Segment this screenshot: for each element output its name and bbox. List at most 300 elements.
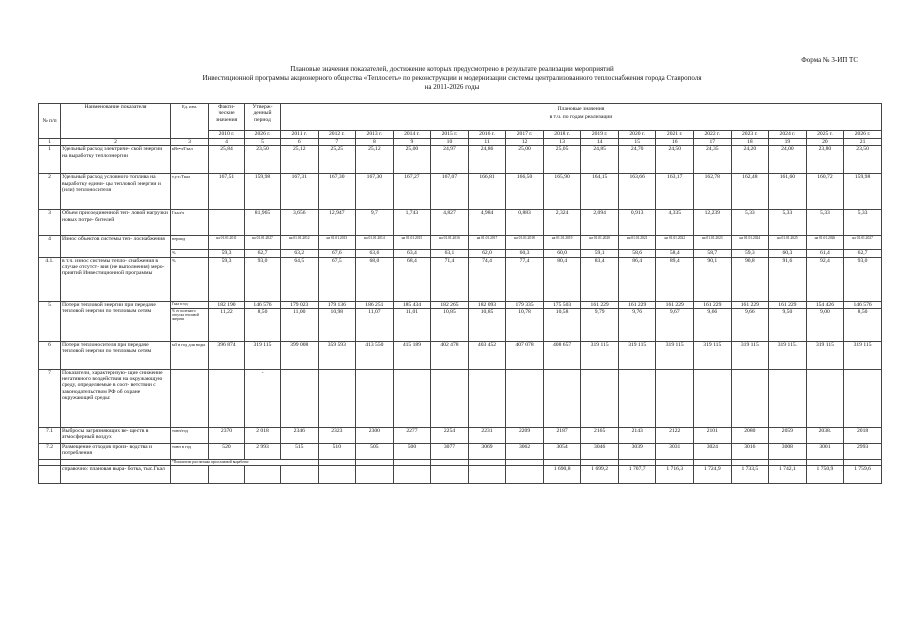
value-cell: 3008 <box>769 443 807 459</box>
column-number: 3 <box>171 139 209 146</box>
value-cell: 319 115 <box>245 341 281 369</box>
value-cell: 179 023 <box>281 301 319 308</box>
value-cell <box>356 465 394 483</box>
value-cell: 67,5 <box>318 257 356 301</box>
value-cell: 23,50 <box>844 146 882 174</box>
value-cell: 161 229 <box>581 301 619 308</box>
value-cell: 500 <box>393 443 431 459</box>
header-year: 2019 г. <box>581 131 619 139</box>
header-year-fact: 2010 г. <box>209 131 245 139</box>
value-cell: 319 115 <box>731 341 769 369</box>
header-year: 2014 г. <box>393 131 431 139</box>
value-cell: 167,31 <box>281 174 319 210</box>
value-cell: 9,79 <box>581 308 619 341</box>
value-cell <box>656 369 694 427</box>
value-cell: 71,4 <box>431 257 469 301</box>
value-cell: 25,05 <box>543 146 581 174</box>
value-cell <box>468 465 506 483</box>
value-cell <box>318 369 356 427</box>
value-cell <box>431 465 469 483</box>
period-cell: на 01.01.2018 <box>506 236 544 250</box>
value-cell: 61,4 <box>806 250 844 257</box>
value-cell: 59,1 <box>581 250 619 257</box>
value-cell: 3069 <box>468 443 506 459</box>
row-unit: % <box>171 257 209 301</box>
header-num: № п/п <box>39 104 61 139</box>
period-cell: на 01.01.2026 <box>806 236 844 250</box>
value-cell: 63,6 <box>356 250 394 257</box>
value-cell: 2254 <box>431 427 469 443</box>
title-line-2: Инвестиционной программы акционерного общества «Теплосеть» по реконструкции и модернизации системы централизованного теплоснабжения города Ставрополя <box>202 74 702 82</box>
header-year: 2025 г. <box>806 131 844 139</box>
value-cell: 396 874 <box>209 341 245 369</box>
footnote: *Показатели рассчитаны при плановой выработке <box>171 459 319 465</box>
period-cell: на 01.01.2022 <box>656 236 694 250</box>
row-number: 4 <box>39 236 61 257</box>
value-cell: 2080 <box>731 427 769 443</box>
value-cell: 68,4 <box>393 257 431 301</box>
header-approved: Утверж- денный период <box>245 104 281 131</box>
header-year: 2016 г. <box>468 131 506 139</box>
value-cell: 162,48 <box>731 174 769 210</box>
header-year: 2026 г. <box>844 131 882 139</box>
value-cell: 2,324 <box>543 210 581 236</box>
value-cell: 163,66 <box>618 174 656 210</box>
title-line-1: Плановые значения показателей, достижение которых предусмотрено в результате реализации мероприятий <box>290 65 614 73</box>
row-number: 2 <box>39 174 61 210</box>
period-cell: на 01.01.2020 <box>581 236 619 250</box>
header-year: 2020 г. <box>618 131 656 139</box>
column-number: 18 <box>731 139 769 146</box>
value-cell: 1 724,9 <box>694 465 732 483</box>
value-cell: 90,8 <box>731 257 769 301</box>
row-unit: % от полезного отпуска тепловой энергии <box>171 308 209 341</box>
row-name: Удельный расход условного топлива на выработку едини- цы тепловой энергии и (или) теплоносителя <box>61 174 171 210</box>
column-number: 1 <box>39 139 61 146</box>
value-cell: 11,01 <box>393 308 431 341</box>
value-cell: 179 335 <box>506 301 544 308</box>
value-cell: 3031 <box>656 443 694 459</box>
value-cell: 12,947 <box>318 210 356 236</box>
value-cell <box>209 210 245 236</box>
value-cell: 1 759,6 <box>844 465 882 483</box>
column-number: 14 <box>581 139 619 146</box>
value-cell: 159,98 <box>245 174 281 210</box>
value-cell: 319 115 <box>694 341 732 369</box>
value-cell: 25,84 <box>209 146 245 174</box>
value-cell: 1 707,7 <box>618 465 656 483</box>
value-cell: 1 742,1 <box>769 465 807 483</box>
row-number: 7 <box>39 369 61 427</box>
column-number: 21 <box>844 139 882 146</box>
form-number: Форма № 3-ИП ТС <box>801 56 858 64</box>
value-cell: 520 <box>209 443 245 459</box>
value-cell: 89,4 <box>656 257 694 301</box>
period-cell: на 01.01.2016 <box>431 236 469 250</box>
value-cell: 60,3 <box>506 250 544 257</box>
value-cell: 2143 <box>618 427 656 443</box>
value-cell: 2 018 <box>245 427 281 443</box>
value-cell: 4,984 <box>468 210 506 236</box>
value-cell: 59,3 <box>731 250 769 257</box>
row-number: 7.2 <box>39 443 61 459</box>
value-cell: - <box>245 369 281 427</box>
value-cell: 167,30 <box>318 174 356 210</box>
table-row <box>39 465 882 483</box>
value-cell: 3077 <box>431 443 469 459</box>
value-cell: 62,0 <box>468 250 506 257</box>
column-number: 4 <box>209 139 245 146</box>
period-cell: на 01.01.2015 <box>393 236 431 250</box>
value-cell: 10,85 <box>431 308 469 341</box>
value-cell <box>769 369 807 427</box>
value-cell: 9,00 <box>806 308 844 341</box>
row-unit: Гкал/ч <box>171 210 209 236</box>
value-cell: 2277 <box>393 427 431 443</box>
value-cell: 9,67 <box>656 308 694 341</box>
value-cell: 0,913 <box>618 210 656 236</box>
value-cell: 161 229 <box>618 301 656 308</box>
table-row <box>39 174 882 210</box>
value-cell: 24,20 <box>731 146 769 174</box>
row-name: Размещение отходов произ- водства и потребления <box>61 443 171 459</box>
value-cell: 3,656 <box>281 210 319 236</box>
column-number: 9 <box>393 139 431 146</box>
value-cell <box>506 369 544 427</box>
period-cell: на 01.01.2019 <box>543 236 581 250</box>
value-cell: 408 657 <box>543 341 581 369</box>
value-cell: 185 434 <box>393 301 431 308</box>
period-cell: на 01.01.2024 <box>731 236 769 250</box>
value-cell: 175 503 <box>543 301 581 308</box>
value-cell: 0,883 <box>506 210 544 236</box>
value-cell: 165,90 <box>543 174 581 210</box>
header-year: 2021 г. <box>656 131 694 139</box>
value-cell <box>618 369 656 427</box>
row-name: Показатели, характеризую- щие снижение негативного воздействия на окружающую среду, определяемые в соот- ветствии с законодательством РФ об охране окружающей среды: <box>61 369 171 427</box>
row-number: 6 <box>39 341 61 369</box>
value-cell <box>209 465 245 483</box>
value-cell: 25,25 <box>318 146 356 174</box>
value-cell: 93,0 <box>245 257 281 301</box>
value-cell: 319 115 <box>844 341 882 369</box>
value-cell: 24,70 <box>618 146 656 174</box>
value-cell: 510 <box>318 443 356 459</box>
value-cell: 179 136 <box>318 301 356 308</box>
value-cell <box>245 465 281 483</box>
value-cell: 63,1 <box>431 250 469 257</box>
value-cell: 9,76 <box>618 308 656 341</box>
header-row <box>39 104 882 114</box>
column-number: 2 <box>61 139 171 146</box>
column-number: 17 <box>694 139 732 146</box>
value-cell: 93,0 <box>844 257 882 301</box>
row-name: Потери тепловой энергии при передаче тепловой энергии по тепловым сетям <box>61 301 171 341</box>
value-cell: 25,12 <box>356 146 394 174</box>
period-cell: на 01.01.2011 <box>209 236 245 250</box>
value-cell: 146 576 <box>844 301 882 308</box>
value-cell: 68,0 <box>356 257 394 301</box>
row-unit <box>171 369 209 427</box>
value-cell <box>393 465 431 483</box>
value-cell: 77,4 <box>506 257 544 301</box>
period-cell: на 01.01.2027 <box>844 236 882 250</box>
value-cell: 64,5 <box>281 257 319 301</box>
header-fact: Факти- ческие значения <box>209 104 245 131</box>
value-cell: 4,827 <box>431 210 469 236</box>
value-cell: 1 733,5 <box>731 465 769 483</box>
empty-cell <box>39 465 61 483</box>
row-number: 5 <box>39 301 61 341</box>
row-unit: тонн в год <box>171 443 209 459</box>
value-cell: 167,51 <box>209 174 245 210</box>
value-cell: 60,3 <box>769 250 807 257</box>
table-row <box>39 257 882 301</box>
value-cell: 167,07 <box>431 174 469 210</box>
value-cell: 2,094 <box>581 210 619 236</box>
value-cell: 2165 <box>581 427 619 443</box>
value-cell: 59,3 <box>209 250 245 257</box>
value-cell: 91,6 <box>769 257 807 301</box>
value-cell: 3016 <box>731 443 769 459</box>
period-cell: на 01.01.2025 <box>769 236 807 250</box>
value-cell: 11,00 <box>281 308 319 341</box>
value-cell: 182 265 <box>431 301 469 308</box>
value-cell: 182 190 <box>209 301 245 308</box>
value-cell: 12,239 <box>694 210 732 236</box>
row-unit: тонн/год <box>171 427 209 443</box>
value-cell: 3024 <box>694 443 732 459</box>
value-cell: 10,78 <box>506 308 544 341</box>
value-cell: 92,4 <box>806 257 844 301</box>
value-cell: 2231 <box>468 427 506 443</box>
header-year-approved: 2026 г. <box>245 131 281 139</box>
header-year: 2015 г. <box>431 131 469 139</box>
value-cell: 11,22 <box>209 308 245 341</box>
row-unit: кВт•ч/Гкал <box>171 146 209 174</box>
table-row <box>39 146 882 174</box>
value-cell: 8,50 <box>844 308 882 341</box>
value-cell: 166,50 <box>506 174 544 210</box>
value-cell: 5,33 <box>806 210 844 236</box>
value-cell: 319 115. <box>769 341 807 369</box>
value-cell: 1 750,9 <box>806 465 844 483</box>
value-cell: 83,4 <box>581 257 619 301</box>
column-number-row <box>39 139 882 146</box>
value-cell: 90,1 <box>694 257 732 301</box>
value-cell: 319 115 <box>618 341 656 369</box>
value-cell: 5,33 <box>844 210 882 236</box>
column-number: 5 <box>245 139 281 146</box>
value-cell <box>318 465 356 483</box>
value-cell: 2018 <box>844 427 882 443</box>
value-cell: 58,4 <box>656 250 694 257</box>
empty-cell <box>171 465 209 483</box>
column-number: 19 <box>769 139 807 146</box>
row-unit: % <box>171 250 209 257</box>
column-number: 8 <box>356 139 394 146</box>
row-name: Выбросы загрязняющих ве- ществ в атмосферный воздух <box>61 427 171 443</box>
value-cell: 10,58 <box>543 308 581 341</box>
period-cell: на 01.01.2017 <box>468 236 506 250</box>
header-year: 2018 г. <box>543 131 581 139</box>
value-cell <box>543 369 581 427</box>
row-unit: период <box>171 236 209 250</box>
row-number: 3 <box>39 210 61 236</box>
column-number: 10 <box>431 139 469 146</box>
value-cell: 161 229 <box>694 301 732 308</box>
value-cell: 162,78 <box>694 174 732 210</box>
value-cell <box>694 369 732 427</box>
value-cell: 182 093 <box>468 301 506 308</box>
value-cell: 23,50 <box>245 146 281 174</box>
header-unit: Ед. изм. <box>171 104 209 139</box>
value-cell: 359 593 <box>318 341 356 369</box>
value-cell <box>393 369 431 427</box>
table-row <box>39 236 882 250</box>
column-number: 15 <box>618 139 656 146</box>
value-cell: 5,33 <box>731 210 769 236</box>
header-planned: Плановые значения <box>281 104 882 114</box>
title-line-3: на 2011-2026 годы <box>424 83 480 91</box>
header-year: 2013 г. <box>356 131 394 139</box>
value-cell <box>209 369 245 427</box>
value-cell: 80,4 <box>543 257 581 301</box>
value-cell: 505 <box>356 443 394 459</box>
value-cell <box>506 465 544 483</box>
period-cell: на 01.01.2013 <box>318 236 356 250</box>
header-year: 2022 г. <box>694 131 732 139</box>
period-cell: на 01.01.2027 <box>245 236 281 250</box>
value-cell: 58,7 <box>694 250 732 257</box>
value-cell: 3054 <box>543 443 581 459</box>
value-cell: 1 716,3 <box>656 465 694 483</box>
value-cell: 161,60 <box>769 174 807 210</box>
value-cell: 24,97 <box>431 146 469 174</box>
row-number: 7.1 <box>39 427 61 443</box>
value-cell: 25,12 <box>281 146 319 174</box>
column-number: 11 <box>468 139 506 146</box>
value-cell: 515 <box>281 443 319 459</box>
value-cell: 3046 <box>581 443 619 459</box>
value-cell: 74,4 <box>468 257 506 301</box>
value-cell: 415 189 <box>393 341 431 369</box>
value-cell: 67,6 <box>318 250 356 257</box>
row-name: в т.ч. износ системы тепло- снабжения в случае отсутст- вия (не выполнения) меро- приятий Инвестиционной программы <box>61 257 171 301</box>
value-cell: 10,85 <box>468 308 506 341</box>
value-cell: 25,00 <box>393 146 431 174</box>
value-cell: 166,81 <box>468 174 506 210</box>
value-cell: 11,07 <box>356 308 394 341</box>
value-cell: 402 478 <box>431 341 469 369</box>
value-cell: 63,2 <box>281 250 319 257</box>
value-cell: 81,965 <box>245 210 281 236</box>
row-name: справочно: плановая выра- ботка, тыс.Гкал <box>61 465 171 483</box>
table-row <box>39 301 882 308</box>
value-cell: 319 115 <box>656 341 694 369</box>
value-cell: 161 229 <box>731 301 769 308</box>
value-cell: 62,7 <box>844 250 882 257</box>
value-cell: 1 699,2 <box>581 465 619 483</box>
header-year: 2012 г. <box>318 131 356 139</box>
value-cell: 5,33 <box>769 210 807 236</box>
value-cell: 58,6 <box>618 250 656 257</box>
value-cell: 4,335 <box>656 210 694 236</box>
value-cell <box>281 369 319 427</box>
value-cell: 3062 <box>506 443 544 459</box>
value-cell: 160,72 <box>806 174 844 210</box>
value-cell: 2993 <box>844 443 882 459</box>
value-cell: 62,7 <box>245 250 281 257</box>
value-cell: 2038. <box>806 427 844 443</box>
value-cell <box>844 369 882 427</box>
value-cell: 8,50 <box>245 308 281 341</box>
header-name: Наименование показателя <box>61 104 171 139</box>
value-cell: 24,35 <box>694 146 732 174</box>
row-unit: м3 в год для воды <box>171 341 209 369</box>
column-number: 16 <box>656 139 694 146</box>
column-number: 20 <box>806 139 844 146</box>
value-cell: 2122 <box>656 427 694 443</box>
value-cell: 2300 <box>356 427 394 443</box>
column-number: 7 <box>318 139 356 146</box>
value-cell: 63,4 <box>393 250 431 257</box>
value-cell: 413 550 <box>356 341 394 369</box>
value-cell: 10,98 <box>318 308 356 341</box>
header-by-years: в т.ч. по годам реализации <box>281 114 882 131</box>
value-cell: 154 426 <box>806 301 844 308</box>
value-cell: 86,4 <box>618 257 656 301</box>
header-year: 2011 г. <box>281 131 319 139</box>
value-cell: 167,27 <box>393 174 431 210</box>
row-name: Потери теплоносителя при передаче тепловой энергии по тепловым сетям <box>61 341 171 369</box>
value-cell <box>468 369 506 427</box>
header-year: 2023 г. <box>731 131 769 139</box>
value-cell: 2 993 <box>245 443 281 459</box>
value-cell: 399 008 <box>281 341 319 369</box>
value-cell: 9,66 <box>731 308 769 341</box>
period-cell: на 01.01.2012 <box>281 236 319 250</box>
header-year: 2024 г. <box>769 131 807 139</box>
column-number: 12 <box>506 139 544 146</box>
value-cell: 146 576 <box>245 301 281 308</box>
value-cell <box>731 369 769 427</box>
table-row <box>39 443 882 459</box>
row-unit: Гкал в год <box>171 301 209 308</box>
period-cell: на 01.01.2021 <box>618 236 656 250</box>
header-year: 2017 г. <box>506 131 544 139</box>
value-cell: 164,15 <box>581 174 619 210</box>
value-cell: 2059 <box>769 427 807 443</box>
value-cell <box>281 465 319 483</box>
value-cell: 24,85 <box>581 146 619 174</box>
table-row <box>39 427 882 443</box>
period-cell: на 01.01.2014 <box>356 236 394 250</box>
row-unit: т.у.т./Гкал <box>171 174 209 210</box>
column-number: 6 <box>281 139 319 146</box>
value-cell: 2209 <box>506 427 544 443</box>
value-cell: 2187 <box>543 427 581 443</box>
column-number: 13 <box>543 139 581 146</box>
value-cell: 1,743 <box>393 210 431 236</box>
value-cell <box>356 369 394 427</box>
table-row <box>39 210 882 236</box>
value-cell: 23,80 <box>806 146 844 174</box>
value-cell <box>806 369 844 427</box>
value-cell: 24,86 <box>468 146 506 174</box>
period-cell: на 01.01.2023 <box>694 236 732 250</box>
value-cell: 167,30 <box>356 174 394 210</box>
